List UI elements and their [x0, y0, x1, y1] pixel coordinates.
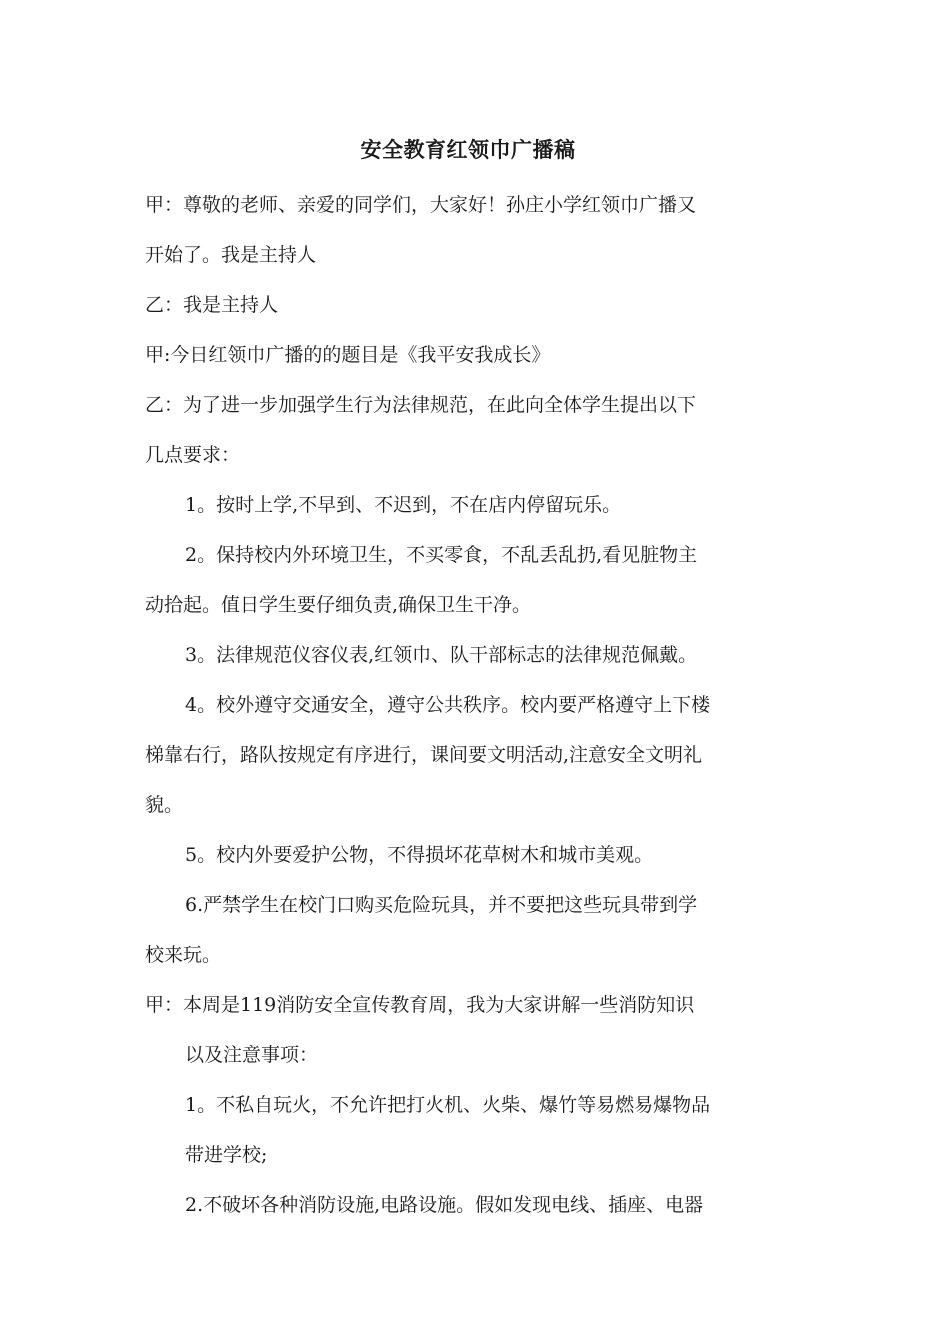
text-line: 乙：为了进一步加强学生行为法律规范，在此向全体学生提出以下 — [145, 394, 697, 416]
text-line: 乙：我是主持人 — [145, 294, 279, 316]
text-line: 以及注意事项： — [185, 1044, 319, 1066]
paragraph — [145, 480, 810, 530]
text-line: 1。不私自玩火，不允许把打火机、火柴、爆竹等易燃易爆物品 — [185, 1094, 711, 1116]
text-line: 甲：尊敬的老师、亲爱的同学们，大家好！孙庄小学红领巾广播又 — [145, 194, 697, 216]
text-line: 几点要求： — [145, 444, 241, 466]
text-line: 梯靠右行，路队按规定有序进行，课间要文明活动,注意安全文明礼 — [145, 744, 703, 766]
text-line: 校来玩。 — [145, 944, 222, 966]
text-line: 3。法律规范仪容仪表,红领巾、队干部标志的法律规范佩戴。 — [185, 644, 698, 666]
paragraph — [145, 180, 810, 280]
text-line: 貌。 — [145, 794, 184, 816]
document-title: 安全教育红领巾广播稿 — [360, 137, 576, 162]
paragraph — [145, 530, 810, 630]
paragraph — [145, 330, 810, 380]
paragraph — [145, 380, 810, 480]
document-body — [145, 180, 810, 1230]
text-line: 2。保持校内外环境卫生，不买零食，不乱丢乱扔,看见脏物主 — [185, 544, 698, 566]
text-line: 5。校内外要爱护公物，不得损坏花草树木和城市美观。 — [185, 844, 654, 866]
text-line: 甲:今日红领巾广播的的题目是《我平安我成长》 — [145, 344, 551, 366]
text-line: 动拾起。值日学生要仔细负责,确保卫生干净。 — [145, 594, 532, 616]
paragraph — [145, 980, 810, 1080]
text-line: 开始了。我是主持人 — [145, 244, 317, 266]
text-line: 4。校外遵守交通安全，遵守公共秩序。校内要严格遵守上下楼 — [185, 694, 711, 716]
text-line: 6.严禁学生在校门口购买危险玩具，并不要把这些玩具带到学 — [185, 894, 698, 916]
paragraph — [145, 880, 810, 980]
paragraph — [145, 1080, 810, 1180]
paragraph — [145, 1180, 810, 1230]
paragraph — [145, 680, 810, 830]
text-line: 甲：本周是119消防安全宣传教育周，我为大家讲解一些消防知识 — [145, 994, 695, 1016]
text-line: 1。按时上学,不早到、不迟到，不在店内停留玩乐。 — [185, 494, 622, 516]
text-line: 2.不破坏各种消防设施,电路设施。假如发现电线、插座、电器 — [185, 1194, 704, 1216]
text-line: 带进学校; — [185, 1144, 268, 1166]
paragraph — [145, 630, 810, 680]
paragraph — [145, 280, 810, 330]
paragraph — [145, 830, 810, 880]
